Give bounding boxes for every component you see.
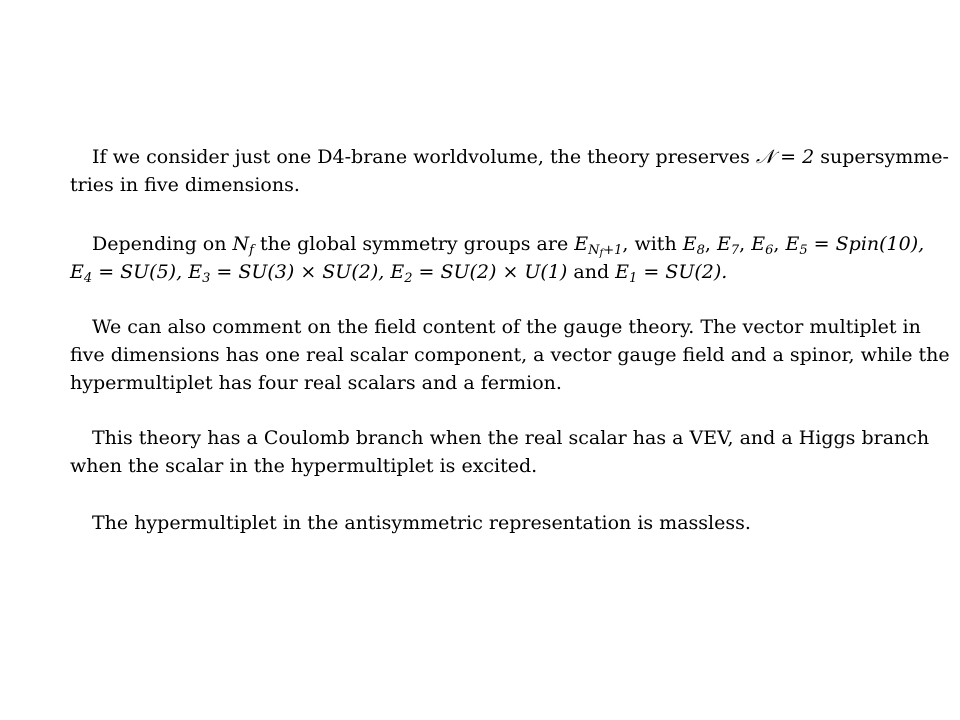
math-nf: $N_f$ (232, 233, 254, 258)
paragraph-2-line-1: Depending on $N_f$ the global symmetry groups are $E_{N_f+1}$, with $E_8$, $E_7$, $E_6$, $E_5$ = Spin(10), (92, 233, 925, 259)
paragraph-5-line-1: The hypermultiplet in the antisymmetric representation is massless. (92, 512, 751, 534)
paragraph-1-line-2: tries in five dimensions. (70, 174, 300, 196)
math-e3: $E_3 = SU(3) \times SU(2)$, (188, 261, 391, 286)
math-e4: $E_4 = SU(5)$, (70, 261, 189, 286)
paragraph-4-line-2: when the scalar in the hypermultiplet is excited. (70, 455, 538, 477)
paragraph-2 (70, 230, 925, 286)
paragraph-2-line-2: $E_4 = SU(5)$, $E_3 = SU(3) \times SU(2)$, $E_2 = SU(2) \times U(1)$ and $E_1 = SU(2)$. (70, 261, 728, 286)
math-n-equals-2: 𝒩 = 2 (755, 146, 815, 168)
math-e-nf-plus-1: $E_{N_f+1}$ (574, 233, 623, 259)
paragraph-3-line-2: five dimensions has one real scalar component, a vector gauge field and a spinor, while the (70, 344, 950, 366)
math-e7: $E_7$ (716, 233, 740, 258)
paragraph-3-line-1: We can also comment on the field content of the gauge theory. The vector multiplet in (92, 316, 921, 338)
paragraph-3 (70, 313, 950, 397)
math-e1: $E_1 = SU(2)$. (615, 261, 728, 286)
paragraph-5 (70, 509, 892, 537)
paragraph-4 (70, 424, 930, 480)
math-e2: $E_2 = SU(2) \times U(1)$ (390, 261, 568, 286)
math-e8: $E_8$ (682, 233, 705, 258)
paragraph-1 (70, 143, 949, 199)
paragraph-3-line-3: hypermultiplet has four real scalars and a fermion. (70, 372, 562, 394)
math-e6: $E_6$ (751, 233, 774, 258)
math-e5: $E_5$ = Spin(10), (785, 233, 925, 258)
paragraph-4-line-1: This theory has a Coulomb branch when the real scalar has a VEV, and a Higgs branch (92, 427, 930, 449)
paragraph-1-line-1: If we consider just one D4-brane worldvolume, the theory preserves 𝒩 = 2 supersymme- (92, 146, 949, 168)
